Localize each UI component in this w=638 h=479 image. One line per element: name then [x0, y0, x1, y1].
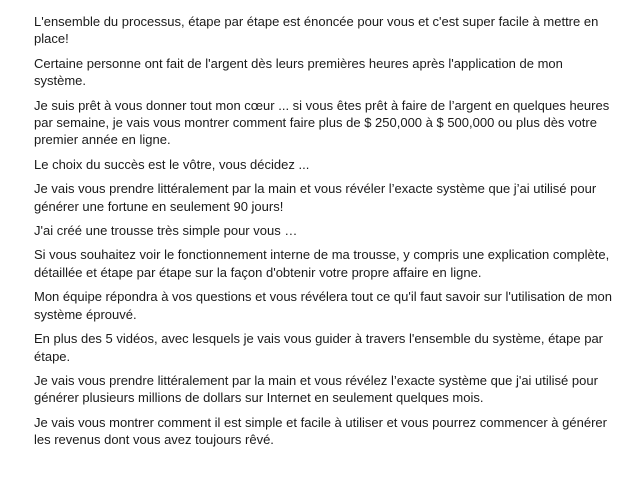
paragraph-5: Je vais vous prendre littéralement par la main et vous révéler l’exacte système que j’ai utilisé pour générer une fortune en seulement 90 jours!: [34, 181, 597, 214]
paragraph-6: J'ai créé une trousse très simple pour vous …: [34, 223, 298, 239]
paragraph-9: En plus des 5 vidéos, avec lesquels je vais vous guider à travers l'ensemble du système, étape par étape.: [34, 331, 604, 364]
paragraph-4: Le choix du succès est le vôtre, vous décidez ...: [34, 156, 310, 172]
paragraph-7: Si vous souhaitez voir le fonctionnement interne de ma trousse, y compris une explication complète, détaillée et étape par étape sur la façon d'obtenir votre propre affaire en ligne.: [34, 247, 610, 280]
paragraph-1: L'ensemble du processus, étape par étape est énoncée pour vous et c'est super facile à mettre en place!: [34, 14, 599, 47]
paragraph-2: Certaine personne ont fait de l'argent dès leurs premières heures après l'application de mon système.: [34, 55, 563, 89]
paragraph-10: Je vais vous prendre littéralement par la main et vous révélez l’exacte système que j'ai utilisé pour générer plusieurs millions de dollars sur Internet en seulement quelques mois.: [34, 372, 598, 406]
paragraph-3: Je suis prêt à vous donner tout mon cœur ... si vous êtes prêt à faire de l’argent en quelques heures par semaine, je vais vous montrer comment faire plus de $ 250,000 à $ 500,000 ou plus dès votre premier année en ligne.: [34, 97, 610, 148]
body-text: [34, 13, 612, 456]
paragraph-11: Je vais vous montrer comment il est simple et facile à utiliser et vous pourrez commencer à générer les revenus dont vous avez toujours rêvé.: [34, 414, 607, 448]
paragraph-8: Mon équipe répondra à vos questions et vous révélera tout ce qu'il faut savoir sur l'utilisation de mon système éprouvé.: [34, 289, 613, 322]
